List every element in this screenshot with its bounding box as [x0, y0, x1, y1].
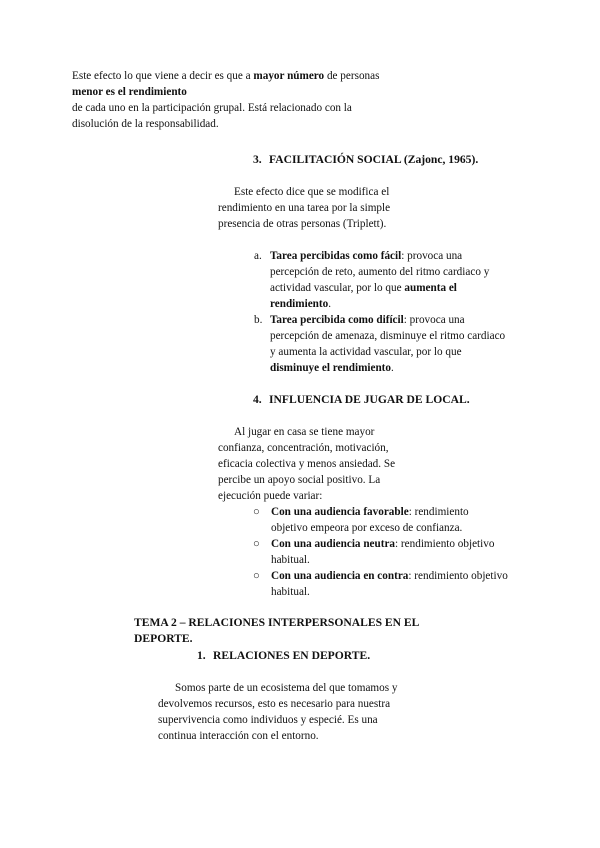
item-text: : provoca una	[401, 250, 463, 262]
item-bold: Con una audiencia en contra	[271, 570, 409, 582]
paragraph-line: percibe un apoyo social positivo. La	[218, 474, 381, 486]
paragraph-line: confianza, concentración, motivación,	[218, 442, 389, 454]
item-line: habitual.	[271, 586, 310, 598]
item-text: : rendimiento objetivo	[395, 538, 495, 550]
item-text: : provoca una	[403, 314, 465, 326]
section-4-paragraph	[218, 424, 395, 504]
tema-2-subheading	[197, 648, 370, 664]
item-bold: disminuye el rendimiento	[270, 362, 391, 374]
list-item-b	[254, 312, 505, 376]
tema-2-paragraph	[158, 680, 397, 744]
bullet-list	[253, 504, 508, 600]
list-item	[253, 536, 508, 568]
section-title: RELACIONES EN DEPORTE.	[213, 649, 371, 662]
section-number: 4.	[253, 393, 262, 406]
intro-bold: menor es el rendimiento	[72, 86, 187, 98]
bullet-icon: ○	[253, 570, 260, 582]
section-title: FACILITACIÓN SOCIAL (Zajonc, 1965).	[269, 153, 479, 166]
tema-2-heading	[134, 615, 419, 647]
paragraph-line: Este efecto dice que se modifica el	[234, 186, 390, 198]
list-marker: b.	[254, 314, 263, 326]
item-line: y aumenta la actividad vascular, por lo que	[270, 346, 462, 358]
item-line: objetivo empeora por exceso de confianza.	[271, 522, 463, 534]
bullet-icon: ○	[253, 538, 260, 550]
section-number: 1.	[197, 649, 206, 662]
item-text: .	[391, 362, 394, 374]
item-line: habitual.	[271, 554, 310, 566]
intro-line-2	[72, 84, 379, 100]
tema-title-line: DEPORTE.	[134, 632, 193, 645]
intro-bold: mayor número	[253, 70, 325, 82]
section-3-paragraph	[218, 184, 390, 232]
paragraph-line: presencia de otras personas (Triplett).	[218, 218, 387, 230]
paragraph-line: devolvemos recursos, esto es necesario para nuestra	[158, 698, 391, 710]
item-text: actividad vascular, por lo que	[270, 282, 405, 294]
bullet-icon: ○	[253, 506, 260, 518]
item-bold: Con una audiencia neutra	[271, 538, 396, 550]
section-number: 3.	[253, 153, 262, 166]
intro-paragraph	[72, 68, 379, 132]
item-bold: rendimiento	[270, 298, 329, 310]
list-marker: a.	[254, 250, 262, 262]
paragraph-line: rendimiento en una tarea por la simple	[218, 202, 391, 214]
item-line: percepción de amenaza, disminuye el ritmo cardiaco	[270, 330, 506, 342]
section-title: INFLUENCIA DE JUGAR DE LOCAL.	[269, 393, 470, 406]
paragraph-line: ejecución puede variar:	[218, 490, 323, 502]
paragraph-line: Somos parte de un ecosistema del que tomamos y	[175, 682, 398, 694]
intro-text: Este efecto lo que viene a decir es que a	[72, 70, 254, 82]
intro-line-1	[72, 68, 379, 84]
item-text: : rendimiento	[408, 506, 469, 518]
paragraph-line: Al jugar en casa se tiene mayor	[234, 426, 375, 438]
item-bold: Con una audiencia favorable	[271, 506, 409, 518]
list-item	[253, 504, 508, 536]
tema-title-line: TEMA 2 – RELACIONES INTERPERSONALES EN EL	[134, 616, 420, 629]
item-text: .	[328, 298, 332, 310]
intro-text: de personas	[324, 70, 380, 82]
item-bold: Tarea percibidas como fácil	[270, 250, 402, 262]
section-3-heading	[253, 152, 478, 168]
intro-line-3: de cada uno en la participación grupal. Está relacionado con la	[72, 102, 352, 114]
item-bold: Tarea percibida como difícil	[270, 314, 404, 326]
item-bold: aumenta el	[404, 282, 457, 294]
paragraph-line: eficacia colectiva y menos ansiedad. Se	[218, 458, 396, 470]
item-line: percepción de reto, aumento del ritmo cardiaco y	[270, 266, 490, 278]
intro-line-4: disolución de la responsabilidad.	[72, 118, 219, 130]
section-4-heading	[253, 392, 470, 408]
item-text: : rendimiento objetivo	[408, 570, 508, 582]
list-item-a	[254, 248, 489, 312]
paragraph-line: supervivencia como individuos y especié. Es una	[158, 714, 378, 726]
list-item	[253, 568, 508, 600]
paragraph-line: continua interacción con el entorno.	[158, 730, 319, 742]
